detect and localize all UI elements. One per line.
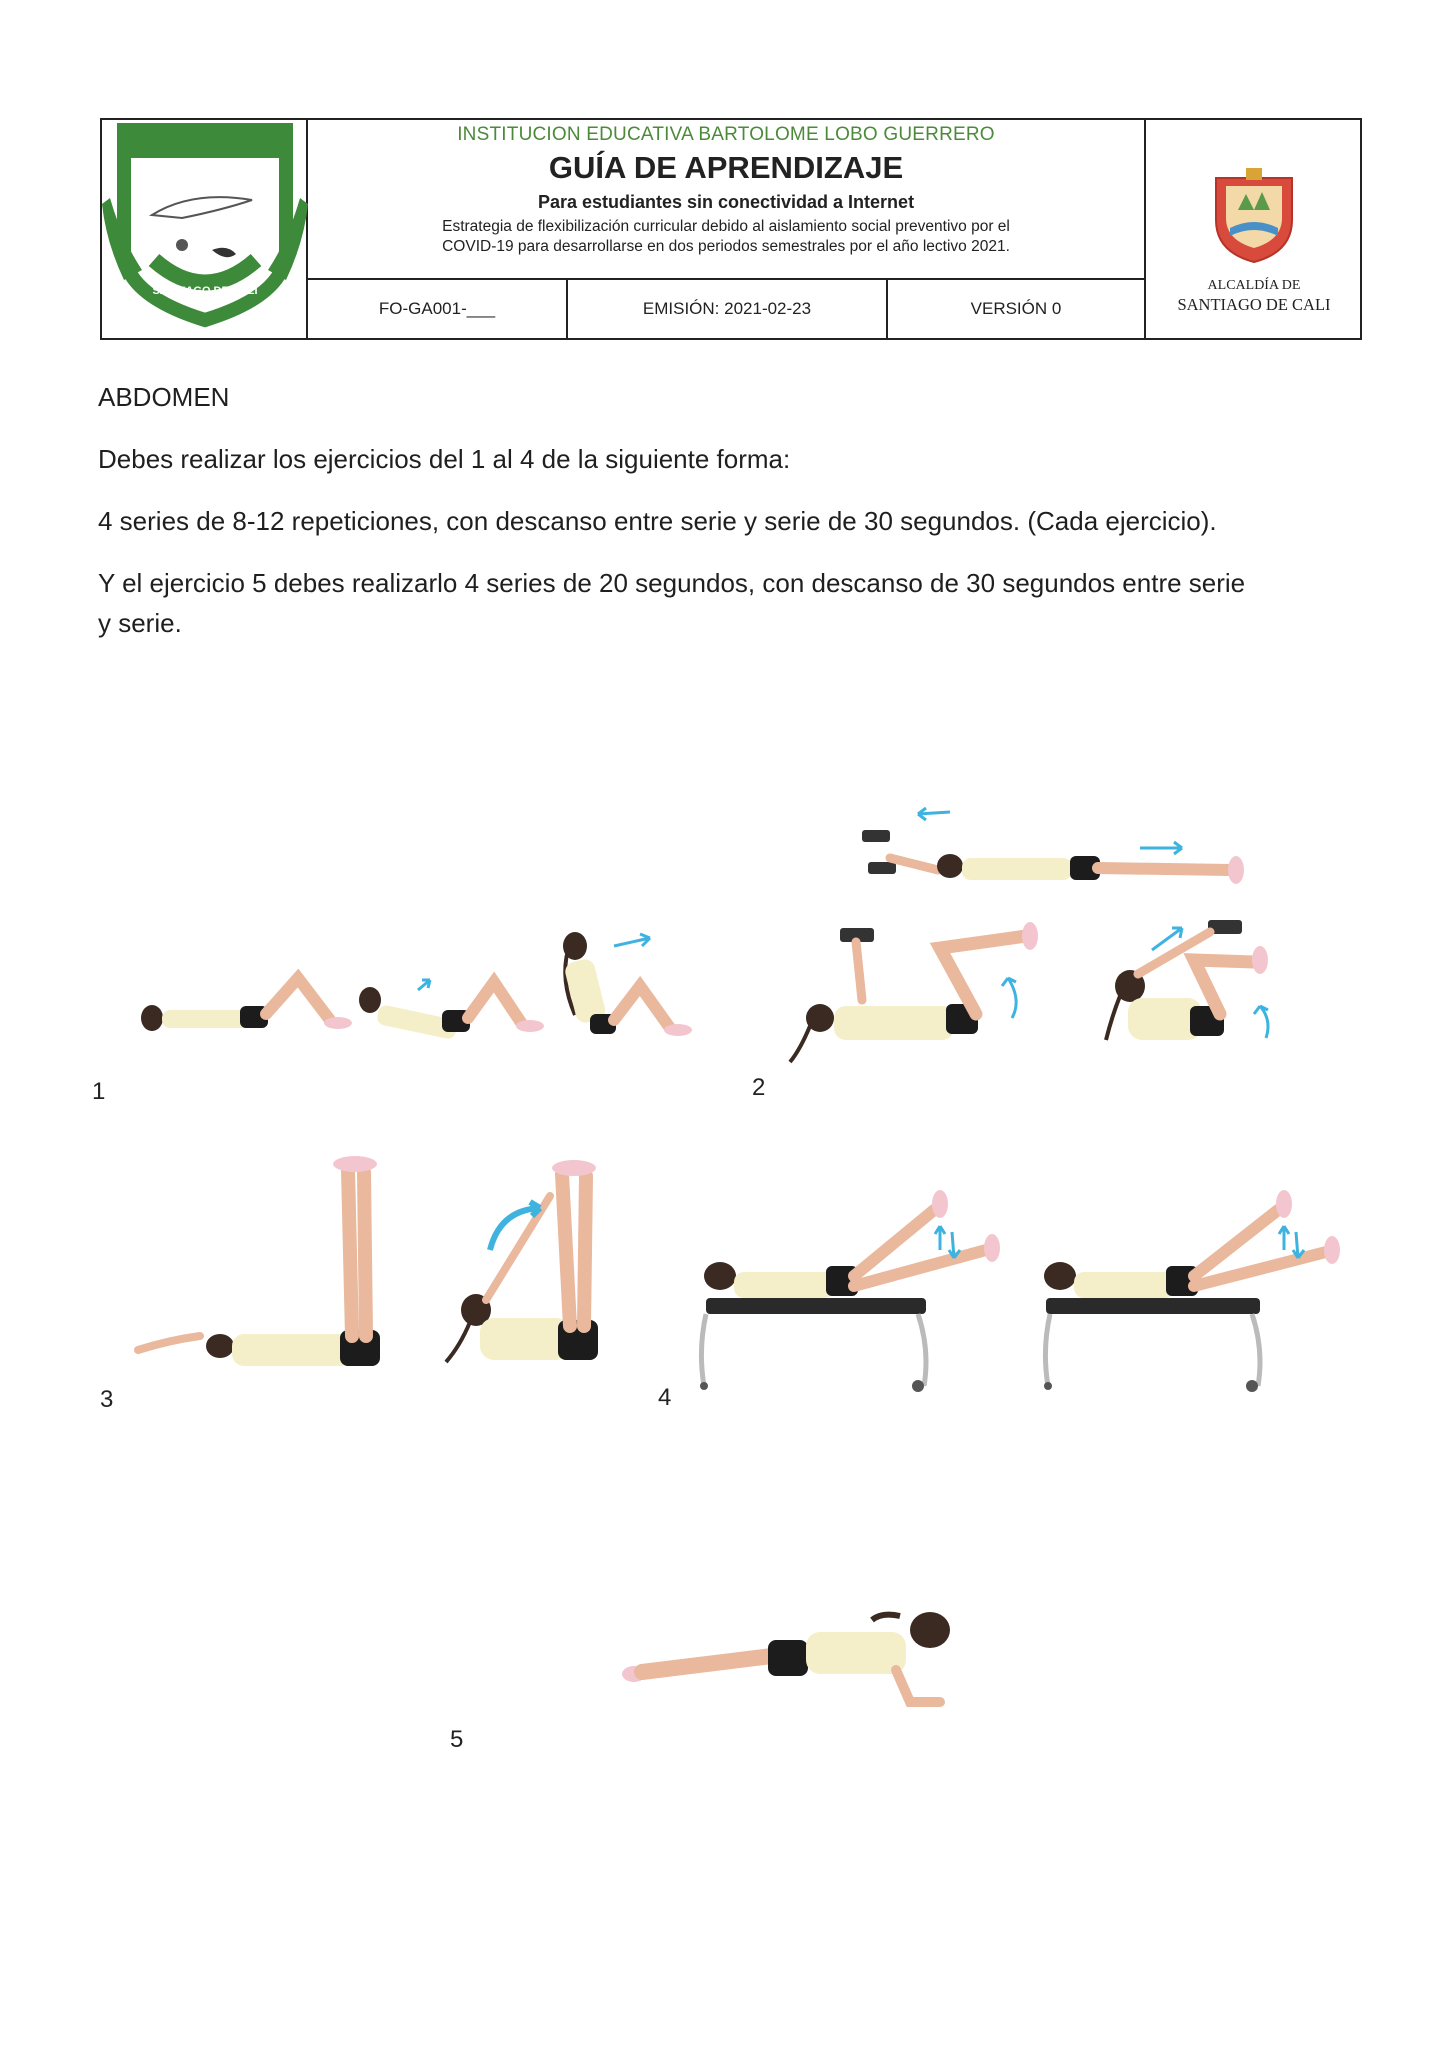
exercise-2-pose-right bbox=[1106, 920, 1268, 1040]
description-line-1: Estrategia de flexibilización curricular debido al aislamiento social preventivo por el bbox=[442, 218, 1010, 235]
alcaldia-label bbox=[1146, 276, 1362, 314]
exercise-1-pose-3 bbox=[563, 932, 692, 1036]
exercise-1-pose-2 bbox=[359, 980, 544, 1040]
exercise-1-pose-1 bbox=[141, 978, 352, 1031]
exercise-4-pose-2 bbox=[1044, 1190, 1340, 1392]
exercise-3-illustration bbox=[130, 1150, 630, 1400]
school-logo-text: SANTIAGO DE CALI bbox=[152, 285, 258, 297]
guide-title: GUÍA DE APRENDIZAJE bbox=[548, 150, 904, 185]
document-header bbox=[100, 118, 1362, 340]
exercise-3-number: 3 bbox=[100, 1386, 114, 1413]
emission-date: EMISIÓN: 2021-02-23 bbox=[568, 280, 888, 338]
alcaldia-line-1: ALCALDÍA DE bbox=[1207, 278, 1301, 293]
instruction-paragraph-3-line-2: y serie. bbox=[98, 608, 182, 638]
instruction-paragraph-2: 4 series de 8-12 repeticiones, con descanso entre serie y serie de 30 segundos. (Cada ejercicio). bbox=[98, 506, 1217, 536]
exercise-3-pose-2 bbox=[446, 1160, 598, 1362]
description-line-2: COVID-19 para desarrollarse en dos periodos semestrales por el año lectivo 2021. bbox=[442, 238, 1010, 255]
document-code: FO-GA001-___ bbox=[308, 280, 568, 338]
exercise-5-pose bbox=[622, 1612, 950, 1702]
exercise-2-number: 2 bbox=[752, 1074, 766, 1101]
exercise-4-pose-1 bbox=[700, 1190, 1000, 1392]
exercise-3-pose-1 bbox=[138, 1156, 380, 1366]
exercise-1-illustration bbox=[130, 920, 720, 1050]
section-title: ABDOMEN bbox=[98, 382, 230, 412]
guide-subtitle: Para estudiantes sin conectividad a Internet bbox=[537, 192, 915, 212]
exercise-1-number: 1 bbox=[92, 1078, 106, 1105]
exercise-2-pose-top bbox=[862, 808, 1244, 884]
document-version: VERSIÓN 0 bbox=[970, 299, 1062, 318]
header-title-block bbox=[308, 120, 1144, 280]
school-shield-logo bbox=[102, 120, 308, 338]
exercise-2-pose-left bbox=[790, 922, 1038, 1062]
school-logo-cell bbox=[102, 120, 308, 338]
instruction-paragraph-3-line-1: Y el ejercicio 5 debes realizarlo 4 series de 20 segundos, con descanso de 30 segundos entre serie bbox=[98, 568, 1246, 598]
exercise-2-illustration bbox=[790, 800, 1290, 1090]
alcaldia-logo-cell bbox=[1144, 120, 1360, 338]
exercise-5-number: 5 bbox=[450, 1726, 464, 1753]
instruction-paragraph-1: Debes realizar los ejercicios del 1 al 4 de la siguiente forma: bbox=[98, 444, 791, 474]
alcaldia-line-2: SANTIAGO DE CALI bbox=[1177, 295, 1331, 314]
exercise-4-illustration bbox=[686, 1150, 1356, 1400]
city-coat-of-arms-icon bbox=[1146, 120, 1362, 270]
exercise-5-illustration bbox=[620, 1590, 980, 1710]
institution-name: INSTITUCION EDUCATIVA BARTOLOME LOBO GUERRERO bbox=[457, 124, 995, 145]
exercise-4-number: 4 bbox=[658, 1384, 672, 1411]
guide-description bbox=[308, 217, 1144, 257]
